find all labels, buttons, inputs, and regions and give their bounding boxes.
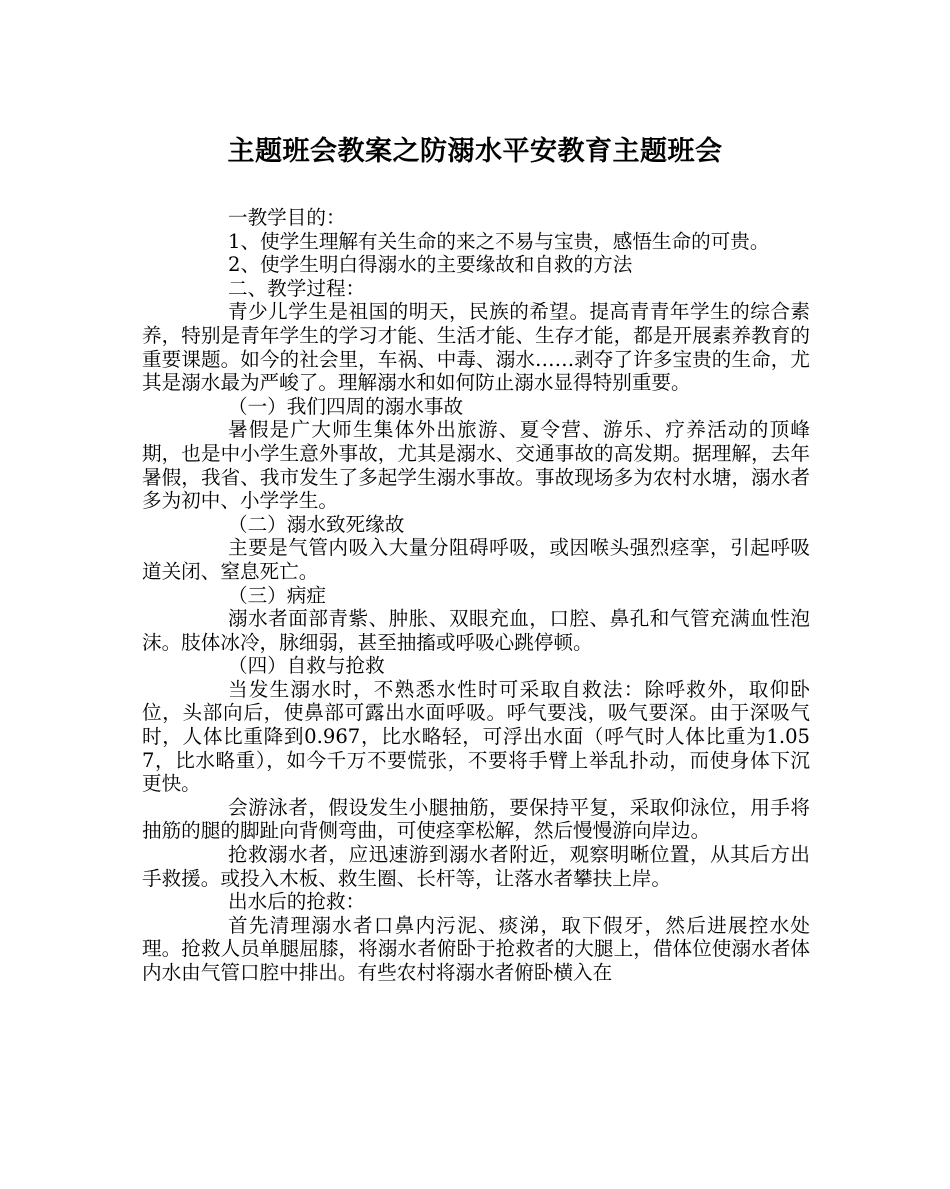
paragraph-causes: 主要是气管内吸入大量分阻碍呼吸，或因喉头强烈痉挛，引起呼吸道关闭、窒息死亡。 — [142, 536, 810, 583]
paragraph-cramp: 会游泳者，假设发生小腿抽筋，要保持平复，采取仰泳位，用手将抽筋的腿的脚趾向背侧弯曲，可使痉挛松解，然后慢慢游向岸边。 — [142, 795, 810, 843]
paragraph-self-rescue: 当发生溺水时，不熟悉水性时可采取自救法：除呼救外，取仰卧位，头部向后，使鼻部可露出水面呼吸。呼气要浅，吸气要深。由于深吸气时，人体比重降到0.967，比水略轻，可浮出水面（呼气时人体比重为1.057，比水略重），如今千万不要慌张，不要将手臂上举乱扑动，而使身体下沉更快。 — [142, 677, 810, 796]
section-heading-3: （三）病症 — [228, 583, 326, 607]
paragraph-post-rescue: 首先清理溺水者口鼻内污泥、痰涕，取下假牙，然后进展控水处理。抢救人员单腿屈膝，将溺水者俯卧于抢救者的大腿上，借体位使溺水者体内水由气管口腔中排出。有些农村将溺水者俯卧横入在 — [142, 913, 810, 984]
paragraph-objectives-heading: 一教学目的： — [228, 206, 346, 229]
paragraph-symptoms: 溺水者面部青紫、肿胀、双眼充血，口腔、鼻孔和气管充满血性泡沫。肢体冰冷，脉细弱，甚至抽搐或呼吸心跳停顿。 — [142, 607, 810, 654]
section-heading-1: （一）我们四周的溺水事故 — [228, 394, 464, 418]
paragraph-accidents: 暑假是广大师生集体外出旅游、夏令营、游乐、疗养活动的顶峰期，也是中小学生意外事故，尤其是溺水、交通事故的高发期。据理解，去年暑假，我省、我市发生了多起学生溺水事故。事故现场多为农村水塘，溺水者多为初中、小学学生。 — [142, 418, 810, 513]
paragraph-post-rescue-heading: 出水后的抢救： — [228, 890, 366, 914]
paragraph-objective-2: 2、使学生明白得溺水的主要缘故和自救的方法 — [228, 253, 633, 277]
section-heading-2: （二）溺水致死缘故 — [228, 512, 405, 536]
paragraph-process-heading: 二、教学过程： — [228, 276, 366, 300]
paragraph-rescue: 抢救溺水者，应迅速游到溺水者附近，观察明晰位置，从其后方出手救援。或投入木板、救生圈、长杆等，让落水者攀扶上岸。 — [142, 843, 810, 890]
document-title: 主题班会教案之防溺水平安教育主题班会 — [227, 136, 723, 167]
paragraph-objective-1: 1、使学生理解有关生命的来之不易与宝贵，感悟生命的可贵。 — [228, 229, 770, 253]
section-heading-4: （四）自救与抢救 — [228, 654, 385, 678]
paragraph-intro: 青少儿学生是祖国的明天，民族的希望。提高青青年学生的综合素养，特别是青年学生的学习才能、生活才能、生存才能，都是开展素养教育的重要课题。如今的社会里，车祸、中毒、溺水……剥夺了许多宝贵的生命，尤其是溺水最为严峻了。理解溺水和如何防止溺水显得特别重要。 — [142, 300, 810, 395]
document-body — [142, 206, 810, 985]
